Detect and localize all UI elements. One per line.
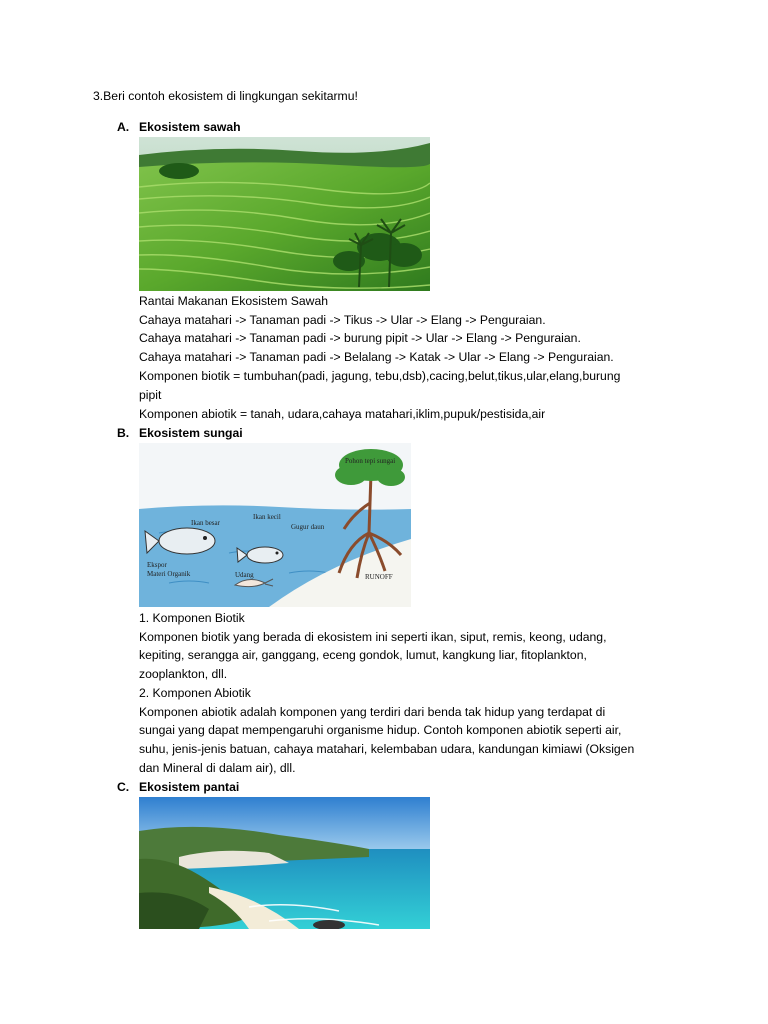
sungai-line-5: 2. Komponen Abiotik xyxy=(139,686,251,700)
sawah-line-3: Cahaya matahari -> Tanaman padi -> burung pipit -> Ular -> Elang -> Penguraian. xyxy=(139,331,581,345)
label-organic: Materi Organik xyxy=(147,570,191,578)
label-runoff: RUNOFF xyxy=(365,573,393,581)
sungai-line-3: kepiting, serangga air, ganggang, eceng gondok, lumut, kangkung liar, fitoplankton, xyxy=(139,648,587,662)
sungai-line-4: zooplankton, dll. xyxy=(139,667,228,681)
section-c-title: Ekosistem pantai xyxy=(139,780,240,794)
river-ecosystem-diagram xyxy=(139,443,411,607)
section-a-title: Ekosistem sawah xyxy=(139,120,241,134)
label-tree: Pohon tepi sungai xyxy=(345,457,396,465)
label-big-fish: Ikan besar xyxy=(191,519,220,527)
section-a-letter: A. xyxy=(117,120,130,134)
question-heading: 3.Beri contoh ekosistem di lingkungan sekitarmu! xyxy=(93,89,358,103)
sungai-line-8: suhu, jenis-jenis batuan, cahaya matahari, kelembaban udara, kandungan kimiawi (Oksigen xyxy=(139,742,635,756)
sungai-line-2: Komponen biotik yang berada di ekosistem ini seperti ikan, siput, remis, keong, udang, xyxy=(139,630,607,644)
sungai-line-6: Komponen abiotik adalah komponen yang terdiri dari benda tak hidup yang terdapat di xyxy=(139,705,606,719)
section-b-title: Ekosistem sungai xyxy=(139,426,243,440)
rice-terrace-photo xyxy=(139,137,430,291)
sawah-line-5: Komponen biotik = tumbuhan(padi, jagung, tebu,dsb),cacing,belut,tikus,ular,elang,burung xyxy=(139,369,621,383)
section-c-letter: C. xyxy=(117,780,130,794)
sungai-line-7: sungai yang dapat mempengaruhi organisme hidup. Contoh komponen abiotik seperti air, xyxy=(139,723,622,737)
sawah-line-4: Cahaya matahari -> Tanaman padi -> Belalang -> Katak -> Ular -> Elang -> Penguraian. xyxy=(139,350,614,364)
beach-photo xyxy=(139,797,430,929)
section-b-letter: B. xyxy=(117,426,130,440)
sawah-line-1: Rantai Makanan Ekosistem Sawah xyxy=(139,294,329,308)
sungai-line-9: dan Mineral di dalam air), dll. xyxy=(139,761,296,775)
label-leaves: Gugur daun xyxy=(291,523,325,531)
sawah-line-2: Cahaya matahari -> Tanaman padi -> Tikus -> Ular -> Elang -> Penguraian. xyxy=(139,313,546,327)
sawah-line-6: pipit xyxy=(139,388,162,402)
label-shrimp: Udang xyxy=(235,571,254,579)
sungai-line-1: 1. Komponen Biotik xyxy=(139,611,245,625)
label-small-fish: Ikan kecil xyxy=(253,513,281,521)
sawah-line-7: Komponen abiotik = tanah, udara,cahaya matahari,iklim,pupuk/pestisida,air xyxy=(139,407,546,421)
label-export: Ekspor xyxy=(147,561,167,569)
